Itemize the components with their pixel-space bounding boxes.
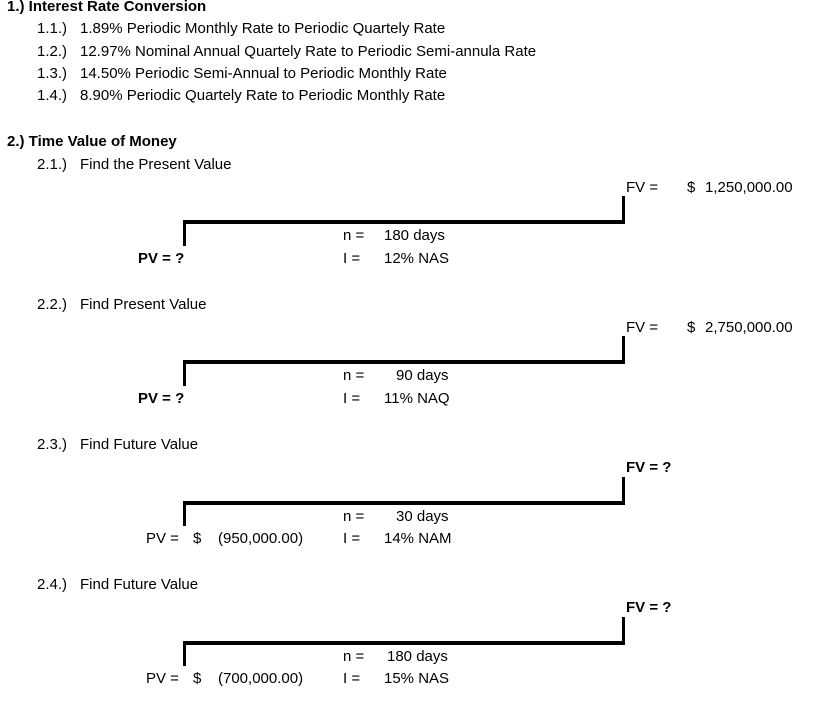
problem-2-1-fv-value: 1,250,000.00: [705, 179, 793, 196]
problem-2-2-number: 2.2.): [37, 296, 68, 313]
problem-2-1-fv-currency: $: [687, 179, 696, 196]
problem-2-1-pv-tick: [183, 220, 186, 246]
problem-2-3-pv-value: (950,000.00): [218, 530, 304, 547]
item-1-3-number: 1.3.): [37, 65, 68, 82]
item-1-3-text: 14.50% Periodic Semi-Annual to Periodic Monthly Rate: [80, 65, 447, 82]
problem-2-4-n-label: n =: [343, 648, 365, 665]
problem-2-3-n-value: 30 days: [396, 508, 449, 525]
problem-2-2-fv-value: 2,750,000.00: [705, 319, 793, 336]
problem-2-4-pv-currency: $: [193, 670, 202, 687]
problem-2-2-timeline: [183, 360, 625, 364]
problem-2-2-pv-tick: [183, 360, 186, 386]
problem-2-2-n-value: 90 days: [396, 367, 449, 384]
problem-2-1-timeline: [183, 220, 625, 224]
problem-2-2-i-label: I =: [343, 390, 361, 407]
problem-2-4-timeline: [183, 641, 625, 645]
problem-2-3-n-label: n =: [343, 508, 365, 525]
problem-2-4-title: Find Future Value: [80, 576, 199, 593]
problem-2-4-i-value: 15% NAS: [384, 670, 450, 687]
problem-2-3-i-label: I =: [343, 530, 361, 547]
item-1-1-number: 1.1.): [37, 20, 68, 37]
problem-2-3-number: 2.3.): [37, 436, 68, 453]
problem-2-4-i-label: I =: [343, 670, 361, 687]
section2-title: 2.) Time Value of Money: [7, 133, 177, 150]
problem-2-2-n-label: n =: [343, 367, 365, 384]
item-1-1-text: 1.89% Periodic Monthly Rate to Periodic Quartely Rate: [80, 20, 446, 37]
problem-2-1-i-label: I =: [343, 250, 361, 267]
problem-2-4-fv-label: FV = ?: [626, 599, 672, 616]
problem-2-3-timeline: [183, 501, 625, 505]
problem-2-4-n-value: 180 days: [387, 648, 448, 665]
item-1-2-number: 1.2.): [37, 43, 68, 60]
problem-2-3-pv-tick: [183, 501, 186, 526]
problem-2-2-fv-label: FV =: [626, 319, 659, 336]
problem-2-3-i-value: 14% NAM: [384, 530, 452, 547]
problem-2-4-pv-value: (700,000.00): [218, 670, 304, 687]
problem-2-2-fv-currency: $: [687, 319, 696, 336]
problem-2-1-n-label: n =: [343, 227, 365, 244]
problem-2-4-pv-tick: [183, 641, 186, 666]
item-1-4-number: 1.4.): [37, 87, 68, 104]
item-1-4-text: 8.90% Periodic Quartely Rate to Periodic Monthly Rate: [80, 87, 446, 104]
problem-2-1-number: 2.1.): [37, 156, 68, 173]
problem-2-1-title: Find the Present Value: [80, 156, 232, 173]
problem-2-3-pv-currency: $: [193, 530, 202, 547]
problem-2-1-pv-label: PV = ?: [138, 250, 185, 267]
problem-2-2-pv-label: PV = ?: [138, 390, 185, 407]
section1-title: 1.) Interest Rate Conversion: [7, 0, 207, 15]
problem-2-4-number: 2.4.): [37, 576, 68, 593]
problem-2-3-fv-label: FV = ?: [626, 459, 672, 476]
problem-2-1-i-value: 12% NAS: [384, 250, 450, 267]
problem-2-1-fv-label: FV =: [626, 179, 659, 196]
problem-2-4-pv-label: PV =: [146, 670, 179, 687]
problem-2-3-pv-label: PV =: [146, 530, 179, 547]
problem-2-2-title: Find Present Value: [80, 296, 207, 313]
problem-2-2-i-value: 11% NAQ: [384, 390, 450, 407]
item-1-2-text: 12.97% Nominal Annual Quartely Rate to Periodic Semi-annula Rate: [80, 43, 537, 60]
problem-2-1-n-value: 180 days: [384, 227, 445, 244]
problem-2-3-title: Find Future Value: [80, 436, 199, 453]
